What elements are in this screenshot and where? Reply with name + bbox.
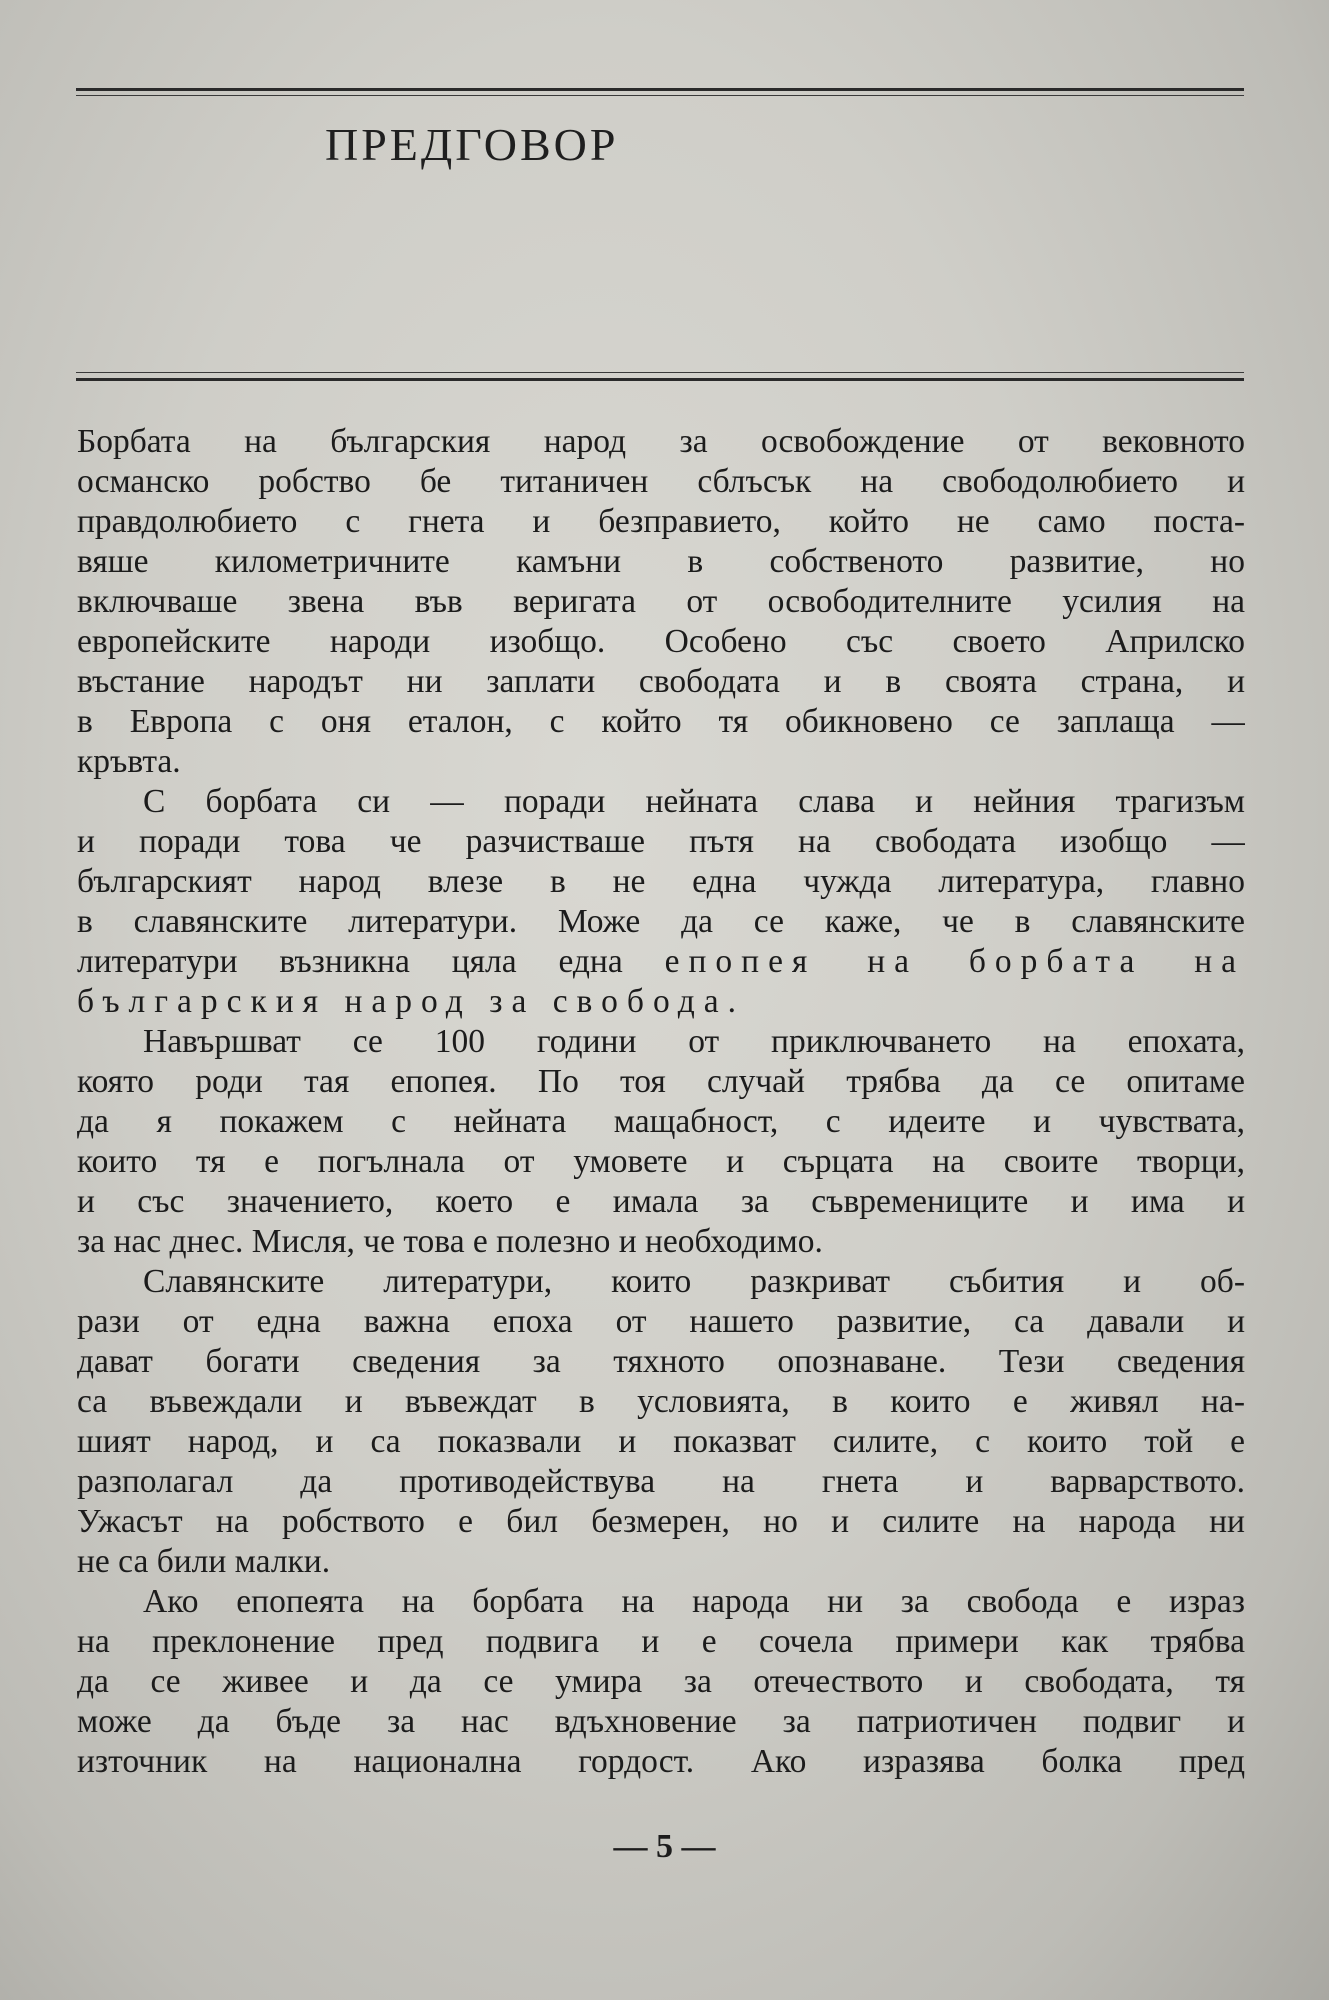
header-rule-top-thin — [76, 95, 1244, 96]
text-line: и поради това че разчистваше пътя на свободата изобщо — — [77, 823, 1245, 860]
text-line: Славянските литератури, които разкриват събития и об- — [143, 1263, 1245, 1300]
text-line: може да бъде за нас вдъхновение за патриотичен подвиг и — [77, 1703, 1245, 1740]
text-line: шият народ, и са показвали и показват силите, с които той е — [77, 1423, 1245, 1460]
text-line: вяше километричните камъни в собственото развитие, но — [77, 543, 1245, 580]
emphasis-text: епопея на борбата на — [664, 943, 1245, 980]
text-line: Навършват се 100 години от приключването на епохата, — [143, 1023, 1245, 1060]
text-line: османско робство бе титаничен сблъсък на свободолюбието и — [77, 463, 1245, 500]
text-line: рази от една важна епоха от нашето развитие, са давали и — [77, 1303, 1245, 1340]
text-line: които тя е погълнала от умовете и сърцата на своите творци, — [77, 1143, 1245, 1180]
text-line: в Европа с оня еталон, с който тя обикновено се заплаща — — [77, 703, 1245, 740]
header-rule-bottom-thick — [76, 378, 1244, 381]
text-line: разполагал да противодействува на гнета и варварството. — [77, 1463, 1245, 1500]
text-line: С борбата си — поради нейната слава и нейния трагизъм — [143, 783, 1245, 820]
text-line: въстание народът ни заплати свободата и в своята страна, и — [77, 663, 1245, 700]
text-line-with-emphasis — [77, 942, 1245, 982]
text-line: в славянските литератури. Може да се каже, че в славянските — [77, 903, 1245, 940]
text-line: за нас днес. Мисля, че това е полезно и необходимо. — [77, 1223, 823, 1260]
text-line: европейските народи изобщо. Особено със своето Априлско — [77, 623, 1245, 660]
chapter-title: ПРЕДГОВОР — [325, 119, 619, 170]
text-line: Ако епопеята на борбата на народа ни за свобода е израз — [143, 1583, 1245, 1620]
text-line: кръвта. — [77, 743, 181, 780]
text-line: Борбата на българския народ за освобождение от вековното — [77, 423, 1245, 460]
header-rule-top-thick — [76, 88, 1244, 91]
text-line: правдолюбието с гнета и безправието, който не само поста- — [77, 503, 1245, 540]
page-number: — 5 — — [613, 1828, 716, 1865]
body-text — [77, 422, 1245, 1782]
text-line: Ужасът на робството е бил безмерен, но и силите на народа ни — [77, 1503, 1245, 1540]
header-rule-bottom-thin — [76, 372, 1244, 373]
text-line: са въвеждали и въвеждат в условията, в които е живял на- — [77, 1383, 1245, 1420]
text-line: която роди тая епопея. По тоя случай трябва да се опитаме — [77, 1063, 1245, 1100]
text-line: дават богати сведения за тяхното опознаване. Тези сведения — [77, 1343, 1245, 1380]
text-segment: литератури възникна цяла една — [77, 943, 623, 980]
text-line: да я покажем с нейната мащабност, с идеите и чувствата, — [77, 1103, 1245, 1140]
text-line: на преклонение пред подвига и е сочела примери как трябва — [77, 1623, 1245, 1660]
text-line: включваше звена във веригата от освободителните усилия на — [77, 583, 1245, 620]
text-line: източник на национална гордост. Ако изразява болка пред — [77, 1743, 1245, 1780]
emphasis-text-line: българския народ за свобода. — [77, 983, 746, 1020]
text-line: не са били малки. — [77, 1543, 331, 1580]
text-line: да се живее и да се умира за отечеството и свободата, тя — [77, 1663, 1245, 1700]
text-line: българският народ влезе в не една чужда литература, главно — [77, 863, 1245, 900]
text-line: и със значението, което е имала за съвремениците и има и — [77, 1183, 1245, 1220]
